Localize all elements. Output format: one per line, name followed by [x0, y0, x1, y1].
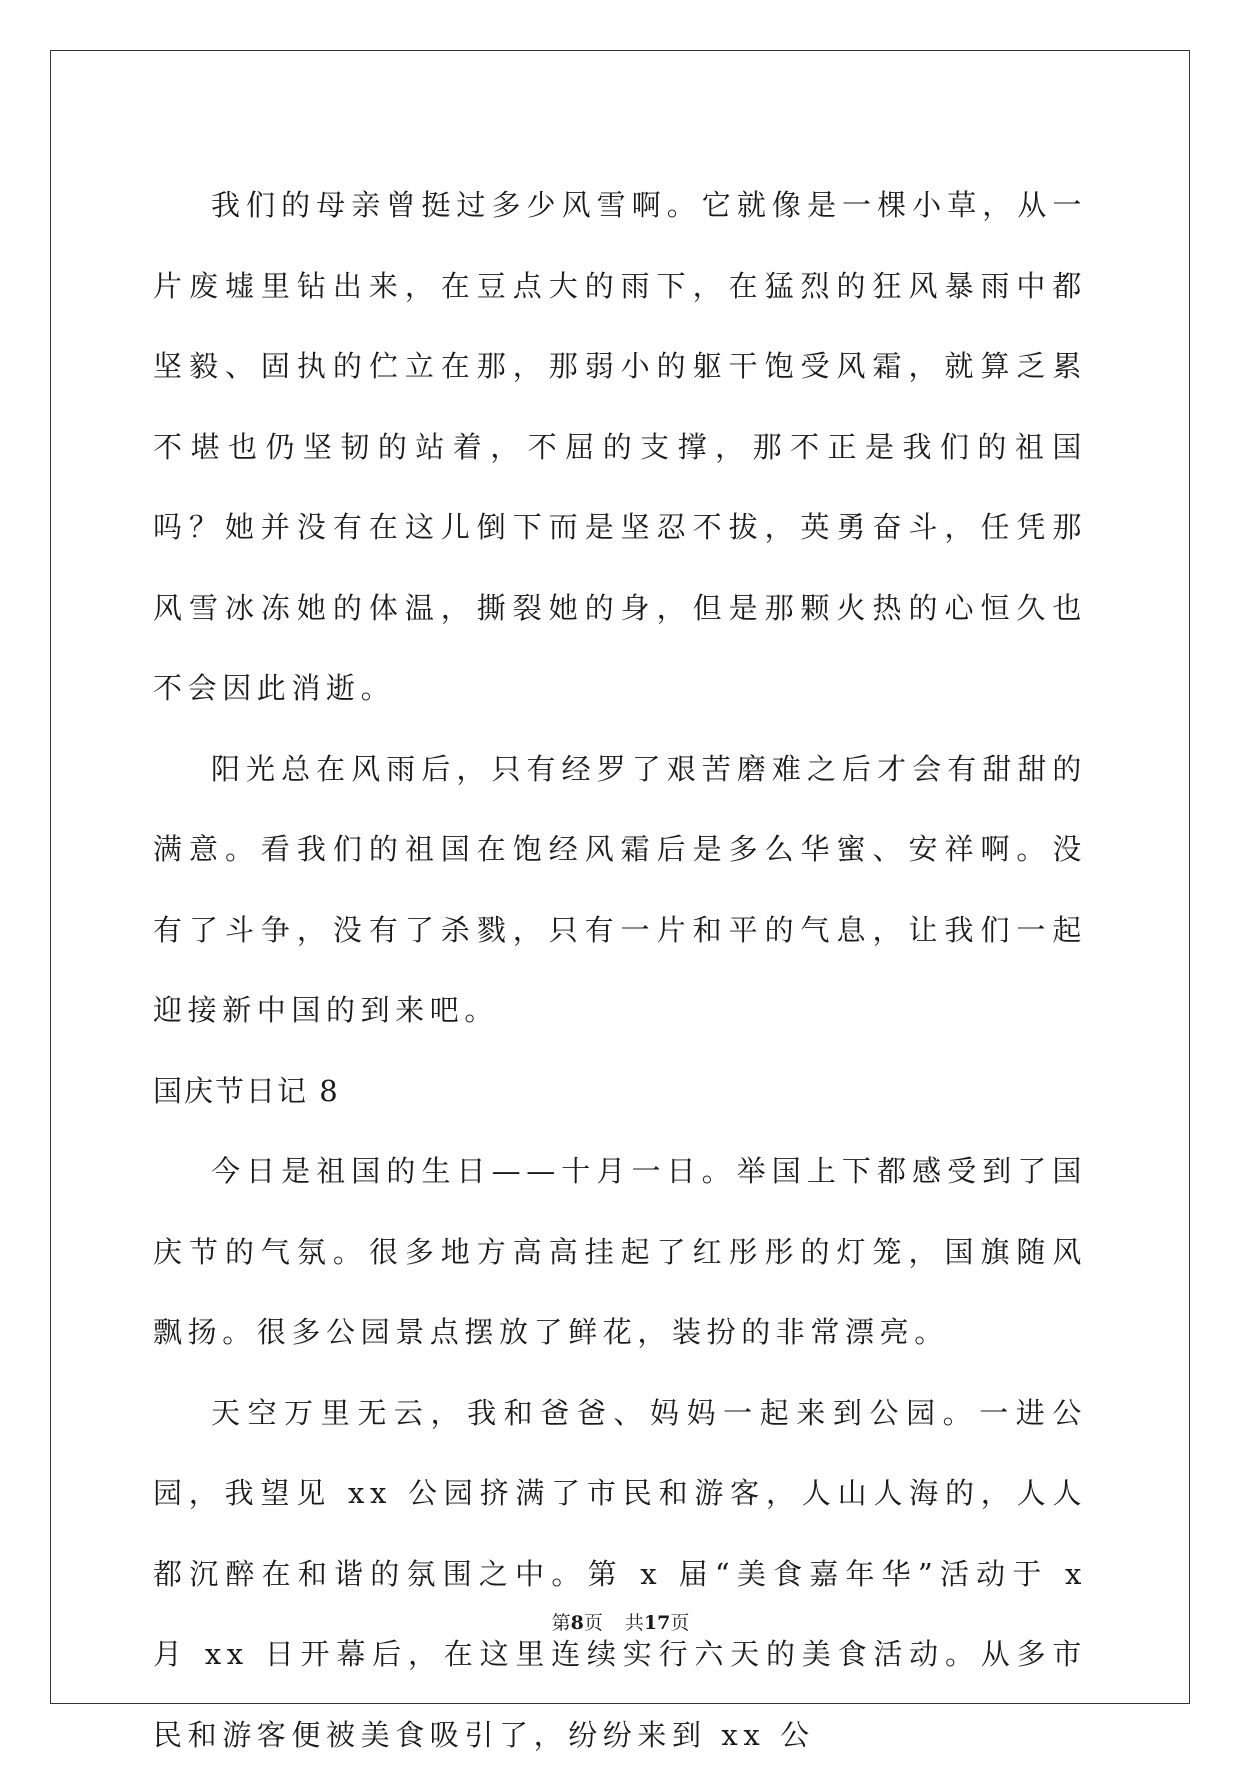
page-footer	[0, 1608, 1241, 1635]
paragraph: 天空万里无云，我和爸爸、妈妈一起来到公园。一进公园，我望见 xx 公园挤满了市民和游客，人山人海的，人人都沉醉在和谐的氛围之中。第 x 届“美食嘉年华”活动于 x 月 xx 日开幕后，在这里连续实行六天的美食活动。从多市民和游客便被美食吸引了，纷纷来到 xx 公	[153, 1373, 1087, 1775]
total-suffix: 页	[670, 1612, 689, 1634]
total-prefix: 共	[625, 1612, 644, 1634]
page-prefix: 第	[552, 1612, 571, 1634]
paragraph: 我们的母亲曾挺过多少风雪啊。它就像是一棵小草，从一片废墟里钻出来，在豆点大的雨下，在猛烈的狂风暴雨中都坚毅、固执的伫立在那，那弱小的躯干饱受风霜，就算乏累不堪也仍坚韧的站着，不屈的支撑，那不正是我们的祖国吗？她并没有在这儿倒下而是坚忍不拔，英勇奋斗，任凭那风雪冰冻她的体温，撕裂她的身，但是那颗火热的心恒久也不会因此消逝。	[153, 165, 1087, 729]
page-number: 8	[571, 1612, 584, 1634]
document-body	[153, 165, 1087, 1775]
section-heading: 国庆节日记 8	[153, 1051, 1087, 1132]
paragraph: 阳光总在风雨后，只有经罗了艰苦磨难之后才会有甜甜的满意。看我们的祖国在饱经风霜后是多么华蜜、安祥啊。没有了斗争，没有了杀戮，只有一片和平的气息，让我们一起迎接新中国的到来吧。	[153, 729, 1087, 1051]
paragraph: 今日是祖国的生日——十月一日。举国上下都感受到了国庆节的气氛。很多地方高高挂起了红彤彤的灯笼，国旗随风飘扬。很多公园景点摆放了鲜花，装扮的非常漂亮。	[153, 1131, 1087, 1373]
page-suffix: 页	[584, 1612, 603, 1634]
total-pages: 17	[644, 1612, 670, 1634]
